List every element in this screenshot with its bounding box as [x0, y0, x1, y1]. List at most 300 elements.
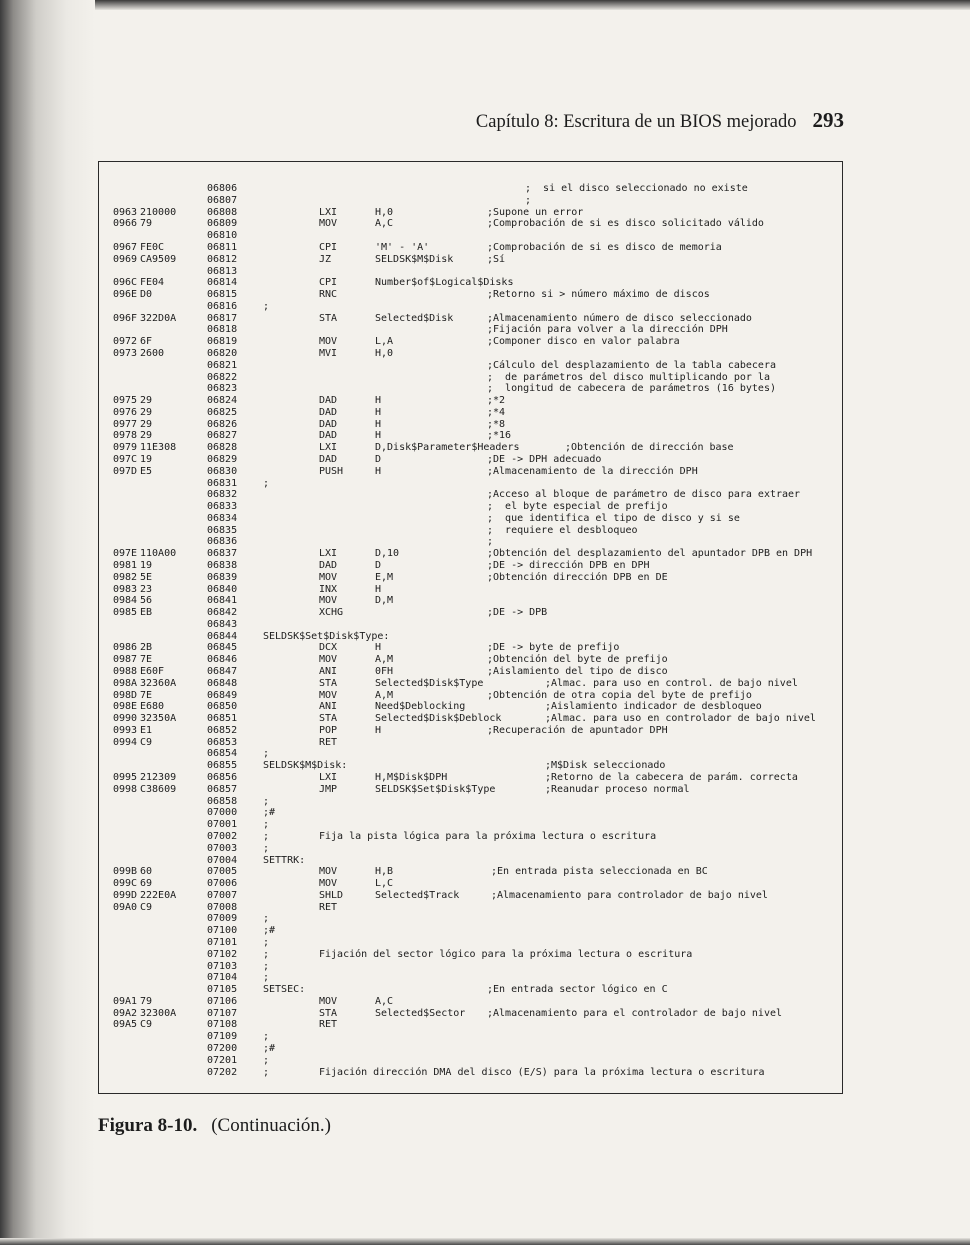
listing-object-code: C9 — [140, 901, 153, 913]
listing-object-code: 5E — [140, 571, 153, 583]
listing-operand: D,10 — [375, 548, 400, 560]
listing-line-number: 06820 — [207, 347, 238, 359]
listing-line-number: 06842 — [207, 607, 238, 619]
listing-comment: ;Obtención del byte de prefijo — [487, 654, 668, 666]
listing-row — [99, 890, 842, 902]
listing-address: 0976 — [113, 406, 138, 418]
figure-caption — [98, 1115, 331, 1137]
listing-comment: ;Almacenamiento para el controlador de bajo nivel — [487, 1007, 783, 1019]
listing-line-number: 07202 — [207, 1066, 238, 1078]
listing-operand: H — [375, 724, 382, 736]
listing-address: 0963 — [113, 206, 138, 218]
listing-opcode: ANI — [319, 666, 338, 677]
listing-object-code: FE0C — [140, 241, 165, 253]
listing-comment: ;Almacenamiento número de disco seleccionado — [487, 312, 752, 324]
listing-opcode: MOV — [319, 336, 338, 348]
listing-row — [99, 713, 842, 725]
listing-address: 096F — [113, 312, 138, 324]
listing-address: 099D — [113, 889, 138, 901]
listing-line-number: 07003 — [207, 842, 238, 854]
listing-row — [99, 855, 842, 867]
listing-line-number: 06822 — [207, 371, 238, 383]
listing-row — [99, 949, 842, 961]
listing-operand: L,A — [375, 336, 394, 348]
listing-row — [99, 784, 842, 796]
listing-address: 0986 — [113, 642, 138, 654]
listing-comment: ;En entrada sector lógico en C — [487, 984, 668, 995]
page-top-edge — [0, 0, 970, 10]
listing-operand: H — [375, 465, 382, 477]
listing-line-number: 06825 — [207, 406, 238, 418]
listing-address: 0993 — [113, 724, 138, 736]
listing-comment: ;Componer disco en valor palabra — [487, 336, 680, 348]
listing-row — [99, 183, 842, 195]
listing-opcode: POP — [319, 724, 338, 736]
listing-operand: D,Disk$Parameter$Headers — [375, 442, 520, 454]
listing-object-code: D0 — [140, 289, 153, 300]
listing-object-code: 29 — [140, 406, 153, 418]
listing-operand: H,M$Disk$DPH — [375, 772, 448, 783]
listing-opcode: Fijación dirección DMA del disco (E/S) para la próxima lectura o escritura — [319, 1066, 765, 1078]
listing-opcode: MOV — [319, 595, 338, 607]
listing-row — [99, 301, 842, 313]
listing-comment: ;DE -> dirección DPB en DPH — [487, 560, 650, 571]
listing-row — [99, 372, 842, 384]
listing-operand: H — [375, 642, 382, 654]
listing-line-number: 07007 — [207, 889, 238, 901]
listing-line-number: 06848 — [207, 677, 238, 689]
listing-object-code: C38609 — [140, 783, 177, 795]
listing-address: 098D — [113, 689, 138, 701]
listing-operand: H — [375, 430, 382, 442]
listing-operand: H,0 — [375, 347, 394, 359]
listing-line-number: 06847 — [207, 666, 238, 677]
listing-row — [99, 395, 842, 407]
listing-line-number: 07005 — [207, 866, 238, 878]
listing-object-code: 212309 — [140, 772, 177, 783]
listing-label: ; — [263, 300, 270, 312]
listing-line-number: 06806 — [207, 183, 238, 194]
listing-line-number: 06841 — [207, 595, 238, 607]
listing-label: ; — [263, 1054, 270, 1066]
listing-row — [99, 595, 842, 607]
listing-line-number: 07000 — [207, 807, 238, 819]
listing-comment: ;Sí — [487, 253, 506, 265]
listing-comment: ;Almac. para uso en controlador de bajo nivel — [545, 713, 816, 725]
listing-opcode: DAD — [319, 453, 338, 465]
listing-line-number: 07101 — [207, 936, 238, 948]
listing-address: 0975 — [113, 395, 138, 406]
listing-line-number: 06840 — [207, 583, 238, 595]
listing-line-number: 07001 — [207, 819, 238, 831]
listing-comment: ;Obtención del desplazamiento del apuntador DPB en DPH — [487, 548, 813, 560]
listing-line-number: 06857 — [207, 783, 238, 795]
listing-operand: H — [375, 418, 382, 430]
listing-operand: Selected$Disk$Type — [375, 677, 484, 689]
listing-operand: H — [375, 395, 382, 406]
listing-row — [99, 195, 842, 207]
listing-line-number: 06817 — [207, 312, 238, 324]
listing-opcode: JMP — [319, 783, 338, 795]
listing-object-code: 2600 — [140, 347, 165, 359]
listing-label: SETSEC: — [263, 984, 306, 995]
listing-row — [99, 937, 842, 949]
listing-comment: ;Comprobación de si es disco solicitado válido — [487, 218, 764, 230]
listing-row — [99, 348, 842, 360]
listing-address: 0981 — [113, 560, 138, 571]
listing-opcode: DAD — [319, 418, 338, 430]
listing-row — [99, 654, 842, 666]
listing-line-number: 06809 — [207, 218, 238, 230]
listing-row — [99, 442, 842, 454]
listing-row — [99, 996, 842, 1008]
running-header — [300, 108, 844, 138]
listing-object-code: 32360A — [140, 677, 177, 689]
listing-comment: ; que identifica el tipo de disco y si se — [487, 512, 740, 524]
listing-opcode: DCX — [319, 642, 338, 654]
listing-operand: E,M — [375, 571, 394, 583]
book-binding-shadow — [0, 0, 95, 1245]
listing-opcode: Fija la pista lógica para la próxima lectura o escritura — [319, 830, 657, 842]
listing-label: ;# — [263, 925, 276, 937]
listing-line-number: 07105 — [207, 984, 238, 995]
listing-line-number: 06808 — [207, 206, 238, 218]
listing-label: ; — [263, 748, 270, 760]
listing-opcode: DAD — [319, 395, 338, 406]
listing-row — [99, 725, 842, 737]
listing-row — [99, 807, 842, 819]
listing-address: 0977 — [113, 418, 138, 430]
listing-address: 0983 — [113, 583, 138, 595]
listing-operand: Number$of$Logical$Disks — [375, 277, 514, 289]
listing-object-code: 6F — [140, 336, 153, 348]
listing-row — [99, 748, 842, 760]
listing-row — [99, 536, 842, 548]
listing-object-code: 322D0A — [140, 312, 177, 324]
listing-row — [99, 619, 842, 631]
listing-row — [99, 360, 842, 372]
listing-row — [99, 407, 842, 419]
listing-row — [99, 831, 842, 843]
listing-object-code: 29 — [140, 395, 153, 406]
listing-label: ; — [263, 842, 270, 854]
listing-address: 09A2 — [113, 1007, 138, 1019]
listing-row — [99, 1043, 842, 1055]
listing-row — [99, 489, 842, 501]
listing-comment: ;*2 — [487, 395, 506, 406]
listing-object-code: 79 — [140, 995, 153, 1007]
listing-opcode: STA — [319, 1007, 338, 1019]
listing-operand: A,M — [375, 654, 394, 666]
listing-comment: ;Recuperación de apuntador DPH — [487, 724, 668, 736]
listing-label: ; — [263, 1066, 270, 1078]
listing-object-code: 23 — [140, 583, 153, 595]
listing-opcode: RET — [319, 1019, 338, 1031]
listing-object-code: 29 — [140, 430, 153, 442]
listing-address: 0967 — [113, 241, 138, 253]
listing-comment: ;Retorno si > número máximo de discos — [487, 289, 710, 300]
listing-opcode: MOV — [319, 689, 338, 701]
listing-comment: ;Acceso al bloque de parámetro de disco para extraer — [487, 489, 801, 501]
listing-operand: L,C — [375, 878, 394, 889]
listing-operand: A,M — [375, 689, 394, 701]
listing-operand: SELDSK$Set$Disk$Type — [375, 783, 496, 795]
listing-row — [99, 242, 842, 254]
listing-line-number: 06811 — [207, 241, 238, 253]
listing-line-number: 06812 — [207, 253, 238, 265]
listing-object-code: 7E — [140, 654, 153, 666]
listing-line-number: 06839 — [207, 571, 238, 583]
listing-line-number: 06858 — [207, 795, 238, 807]
listing-operand: 'M' - 'A' — [375, 241, 430, 253]
listing-address: 096E — [113, 289, 138, 300]
listing-object-code: E5 — [140, 465, 153, 477]
listing-line-number: 07108 — [207, 1019, 238, 1031]
listing-comment: ;*8 — [487, 418, 506, 430]
listing-address: 0990 — [113, 713, 138, 725]
listing-address: 0998 — [113, 783, 138, 795]
listing-line-number: 06836 — [207, 536, 238, 548]
listing-operand: Selected$Disk$Deblock — [375, 713, 502, 725]
listing-line-number: 06815 — [207, 289, 238, 300]
listing-comment: ;*16 — [487, 430, 512, 442]
listing-opcode: STA — [319, 713, 338, 725]
listing-comment: ; longitud de cabecera de parámetros (16 bytes) — [487, 383, 776, 395]
listing-line-number: 07002 — [207, 830, 238, 842]
listing-line-number: 06818 — [207, 324, 238, 336]
listing-row — [99, 466, 842, 478]
listing-object-code: 60 — [140, 866, 153, 878]
listing-opcode: MOV — [319, 878, 338, 889]
listing-object-code: 69 — [140, 878, 153, 889]
listing-object-code: E1 — [140, 724, 153, 736]
listing-address: 098E — [113, 701, 138, 713]
listing-row — [99, 254, 842, 266]
listing-comment: ;Cálculo del desplazamiento de la tabla cabecera — [487, 359, 776, 371]
listing-object-code: 19 — [140, 560, 153, 571]
listing-object-code: 79 — [140, 218, 153, 230]
listing-object-code: 2B — [140, 642, 153, 654]
listing-opcode: MOV — [319, 654, 338, 666]
listing-row — [99, 607, 842, 619]
listing-row — [99, 289, 842, 301]
listing-line-number: 07006 — [207, 878, 238, 889]
listing-operand: Selected$Sector — [375, 1007, 466, 1019]
listing-row — [99, 1019, 842, 1031]
listing-operand: D,M — [375, 595, 394, 607]
listing-label: ; — [263, 936, 270, 948]
listing-line-number: 07107 — [207, 1007, 238, 1019]
listing-row — [99, 478, 842, 490]
listing-line-number: 06810 — [207, 230, 238, 242]
listing-row — [99, 678, 842, 690]
listing-row — [99, 866, 842, 878]
caption-text: (Continuación.) — [211, 1115, 331, 1136]
listing-address: 0988 — [113, 666, 138, 677]
listing-address: 099C — [113, 878, 138, 889]
listing-label: ; — [263, 819, 270, 831]
listing-address: 096C — [113, 277, 138, 289]
listing-object-code: C9 — [140, 736, 153, 748]
listing-comment: ;Reanudar proceso normal — [545, 783, 690, 795]
listing-comment: ; de parámetros del disco multiplicando por la — [487, 371, 770, 383]
listing-line-number: 06807 — [207, 194, 238, 206]
listing-row — [99, 218, 842, 230]
listing-opcode: LXI — [319, 442, 338, 454]
listing-object-code: 222E0A — [140, 889, 177, 901]
listing-opcode: MOV — [319, 995, 338, 1007]
listing-operand: Selected$Disk — [375, 312, 454, 324]
listing-address: 097D — [113, 465, 138, 477]
listing-row — [99, 383, 842, 395]
listing-label: SETTRK: — [263, 854, 306, 866]
listing-row — [99, 548, 842, 560]
listing-object-code: E680 — [140, 701, 165, 713]
chapter-title: Capítulo 8: Escritura de un BIOS mejorado — [475, 112, 797, 132]
listing-comment: ;Fijación para volver a la dirección DPH — [487, 324, 728, 336]
listing-comment: ;Obtención de dirección base — [565, 442, 734, 454]
listing-object-code: 32300A — [140, 1007, 177, 1019]
listing-row — [99, 525, 842, 537]
listing-line-number: 07103 — [207, 960, 238, 972]
listing-line-number: 06854 — [207, 748, 238, 760]
listing-object-code: C9 — [140, 1019, 153, 1031]
listing-row — [99, 313, 842, 325]
listing-row — [99, 1055, 842, 1067]
listing-opcode: SHLD — [319, 889, 344, 901]
listing-line-number: 06823 — [207, 383, 238, 395]
listing-address: 0982 — [113, 571, 138, 583]
listing-comment: ;Comprobación de si es disco de memoria — [487, 241, 722, 253]
listing-operand: Selected$Track — [375, 889, 460, 901]
listing-row — [99, 572, 842, 584]
listing-address: 0969 — [113, 253, 138, 265]
listing-line-number: 06824 — [207, 395, 238, 406]
listing-row — [99, 819, 842, 831]
listing-object-code: CA9509 — [140, 253, 177, 265]
listing-label: ; — [263, 948, 270, 960]
listing-line-number: 06833 — [207, 501, 238, 513]
listing-address: 0972 — [113, 336, 138, 348]
listing-comment: ;Obtención de otra copia del byte de prefijo — [487, 689, 752, 701]
listing-opcode: CPI — [319, 277, 338, 289]
listing-address: 0995 — [113, 772, 138, 783]
listing-address: 0979 — [113, 442, 138, 454]
listing-row — [99, 984, 842, 996]
listing-line-number: 07004 — [207, 854, 238, 866]
listing-label: SELDSK$Set$Disk$Type: — [263, 630, 390, 642]
listing-comment: ;DE -> byte de prefijo — [487, 642, 620, 654]
listing-line-number: 06835 — [207, 524, 238, 536]
listing-line-number: 07104 — [207, 972, 238, 984]
listing-opcode: MOV — [319, 571, 338, 583]
listing-row — [99, 642, 842, 654]
listing-row — [99, 277, 842, 289]
listing-address: 099B — [113, 866, 138, 878]
listing-object-code: 7E — [140, 689, 153, 701]
listing-row — [99, 1031, 842, 1043]
listing-comment: ;DE -> DPB — [487, 607, 548, 619]
listing-row — [99, 878, 842, 890]
listing-row — [99, 913, 842, 925]
figure-number: Figura 8-10. — [98, 1115, 198, 1136]
listing-opcode: MOV — [319, 866, 338, 878]
listing-opcode: RET — [319, 736, 338, 748]
listing-opcode: DAD — [319, 430, 338, 442]
code-listing-box — [98, 161, 843, 1094]
listing-line-number: 06838 — [207, 560, 238, 571]
listing-object-code: 110A00 — [140, 548, 177, 560]
listing-line-number: 06856 — [207, 772, 238, 783]
listing-row — [99, 701, 842, 713]
listing-row — [99, 843, 842, 855]
listing-object-code: 56 — [140, 595, 153, 607]
listing-row — [99, 902, 842, 914]
listing-comment: ;Retorno de la cabecera de parám. correcta — [545, 772, 798, 783]
listing-row — [99, 666, 842, 678]
listing-line-number: 06837 — [207, 548, 238, 560]
listing-object-code: 19 — [140, 453, 153, 465]
listing-line-number: 07008 — [207, 901, 238, 913]
listing-label: ; — [263, 830, 270, 842]
listing-opcode: CPI — [319, 241, 338, 253]
listing-label: ; — [263, 913, 270, 925]
listing-row — [99, 961, 842, 973]
listing-line-number: 06846 — [207, 654, 238, 666]
listing-row — [99, 796, 842, 808]
listing-line-number: 06831 — [207, 477, 238, 489]
listing-line-number: 06834 — [207, 512, 238, 524]
listing-line-number: 06830 — [207, 465, 238, 477]
listing-opcode: LXI — [319, 772, 338, 783]
listing-operand: 0FH — [375, 666, 394, 677]
listing-line-number: 06844 — [207, 630, 238, 642]
listing-line-number: 06845 — [207, 642, 238, 654]
listing-line-number: 07102 — [207, 948, 238, 960]
listing-address: 09A5 — [113, 1019, 138, 1031]
listing-operand: A,C — [375, 995, 394, 1007]
listing-row — [99, 584, 842, 596]
listing-operand: A,C — [375, 218, 394, 230]
listing-comment: ;Almac. para uso en control. de bajo nivel — [545, 677, 798, 689]
listing-row — [99, 324, 842, 336]
listing-line-number: 06843 — [207, 618, 238, 630]
listing-comment: ; si el disco seleccionado no existe — [525, 183, 748, 194]
listing-line-number: 06819 — [207, 336, 238, 348]
listing-line-number: 06849 — [207, 689, 238, 701]
listing-line-number: 07109 — [207, 1031, 238, 1043]
listing-comment: ;M$Disk seleccionado — [545, 760, 666, 772]
listing-row — [99, 430, 842, 442]
listing-comment: ;Aislamiento del tipo de disco — [487, 666, 668, 677]
listing-operand: H — [375, 583, 382, 595]
listing-opcode: XCHG — [319, 607, 344, 619]
listing-line-number: 06813 — [207, 265, 238, 277]
listing-line-number: 06853 — [207, 736, 238, 748]
listing-address: 0985 — [113, 607, 138, 619]
listing-address: 0966 — [113, 218, 138, 230]
listing-row — [99, 560, 842, 572]
listing-comment: ;En entrada pista seleccionada en BC — [491, 866, 708, 878]
listing-row — [99, 1008, 842, 1020]
listing-opcode: MVI — [319, 347, 338, 359]
listing-row — [99, 454, 842, 466]
listing-line-number: 06850 — [207, 701, 238, 713]
listing-line-number: 07100 — [207, 925, 238, 937]
listing-row — [99, 266, 842, 278]
listing-line-number: 07200 — [207, 1042, 238, 1054]
listing-comment: ;DE -> DPH adecuado — [487, 453, 602, 465]
